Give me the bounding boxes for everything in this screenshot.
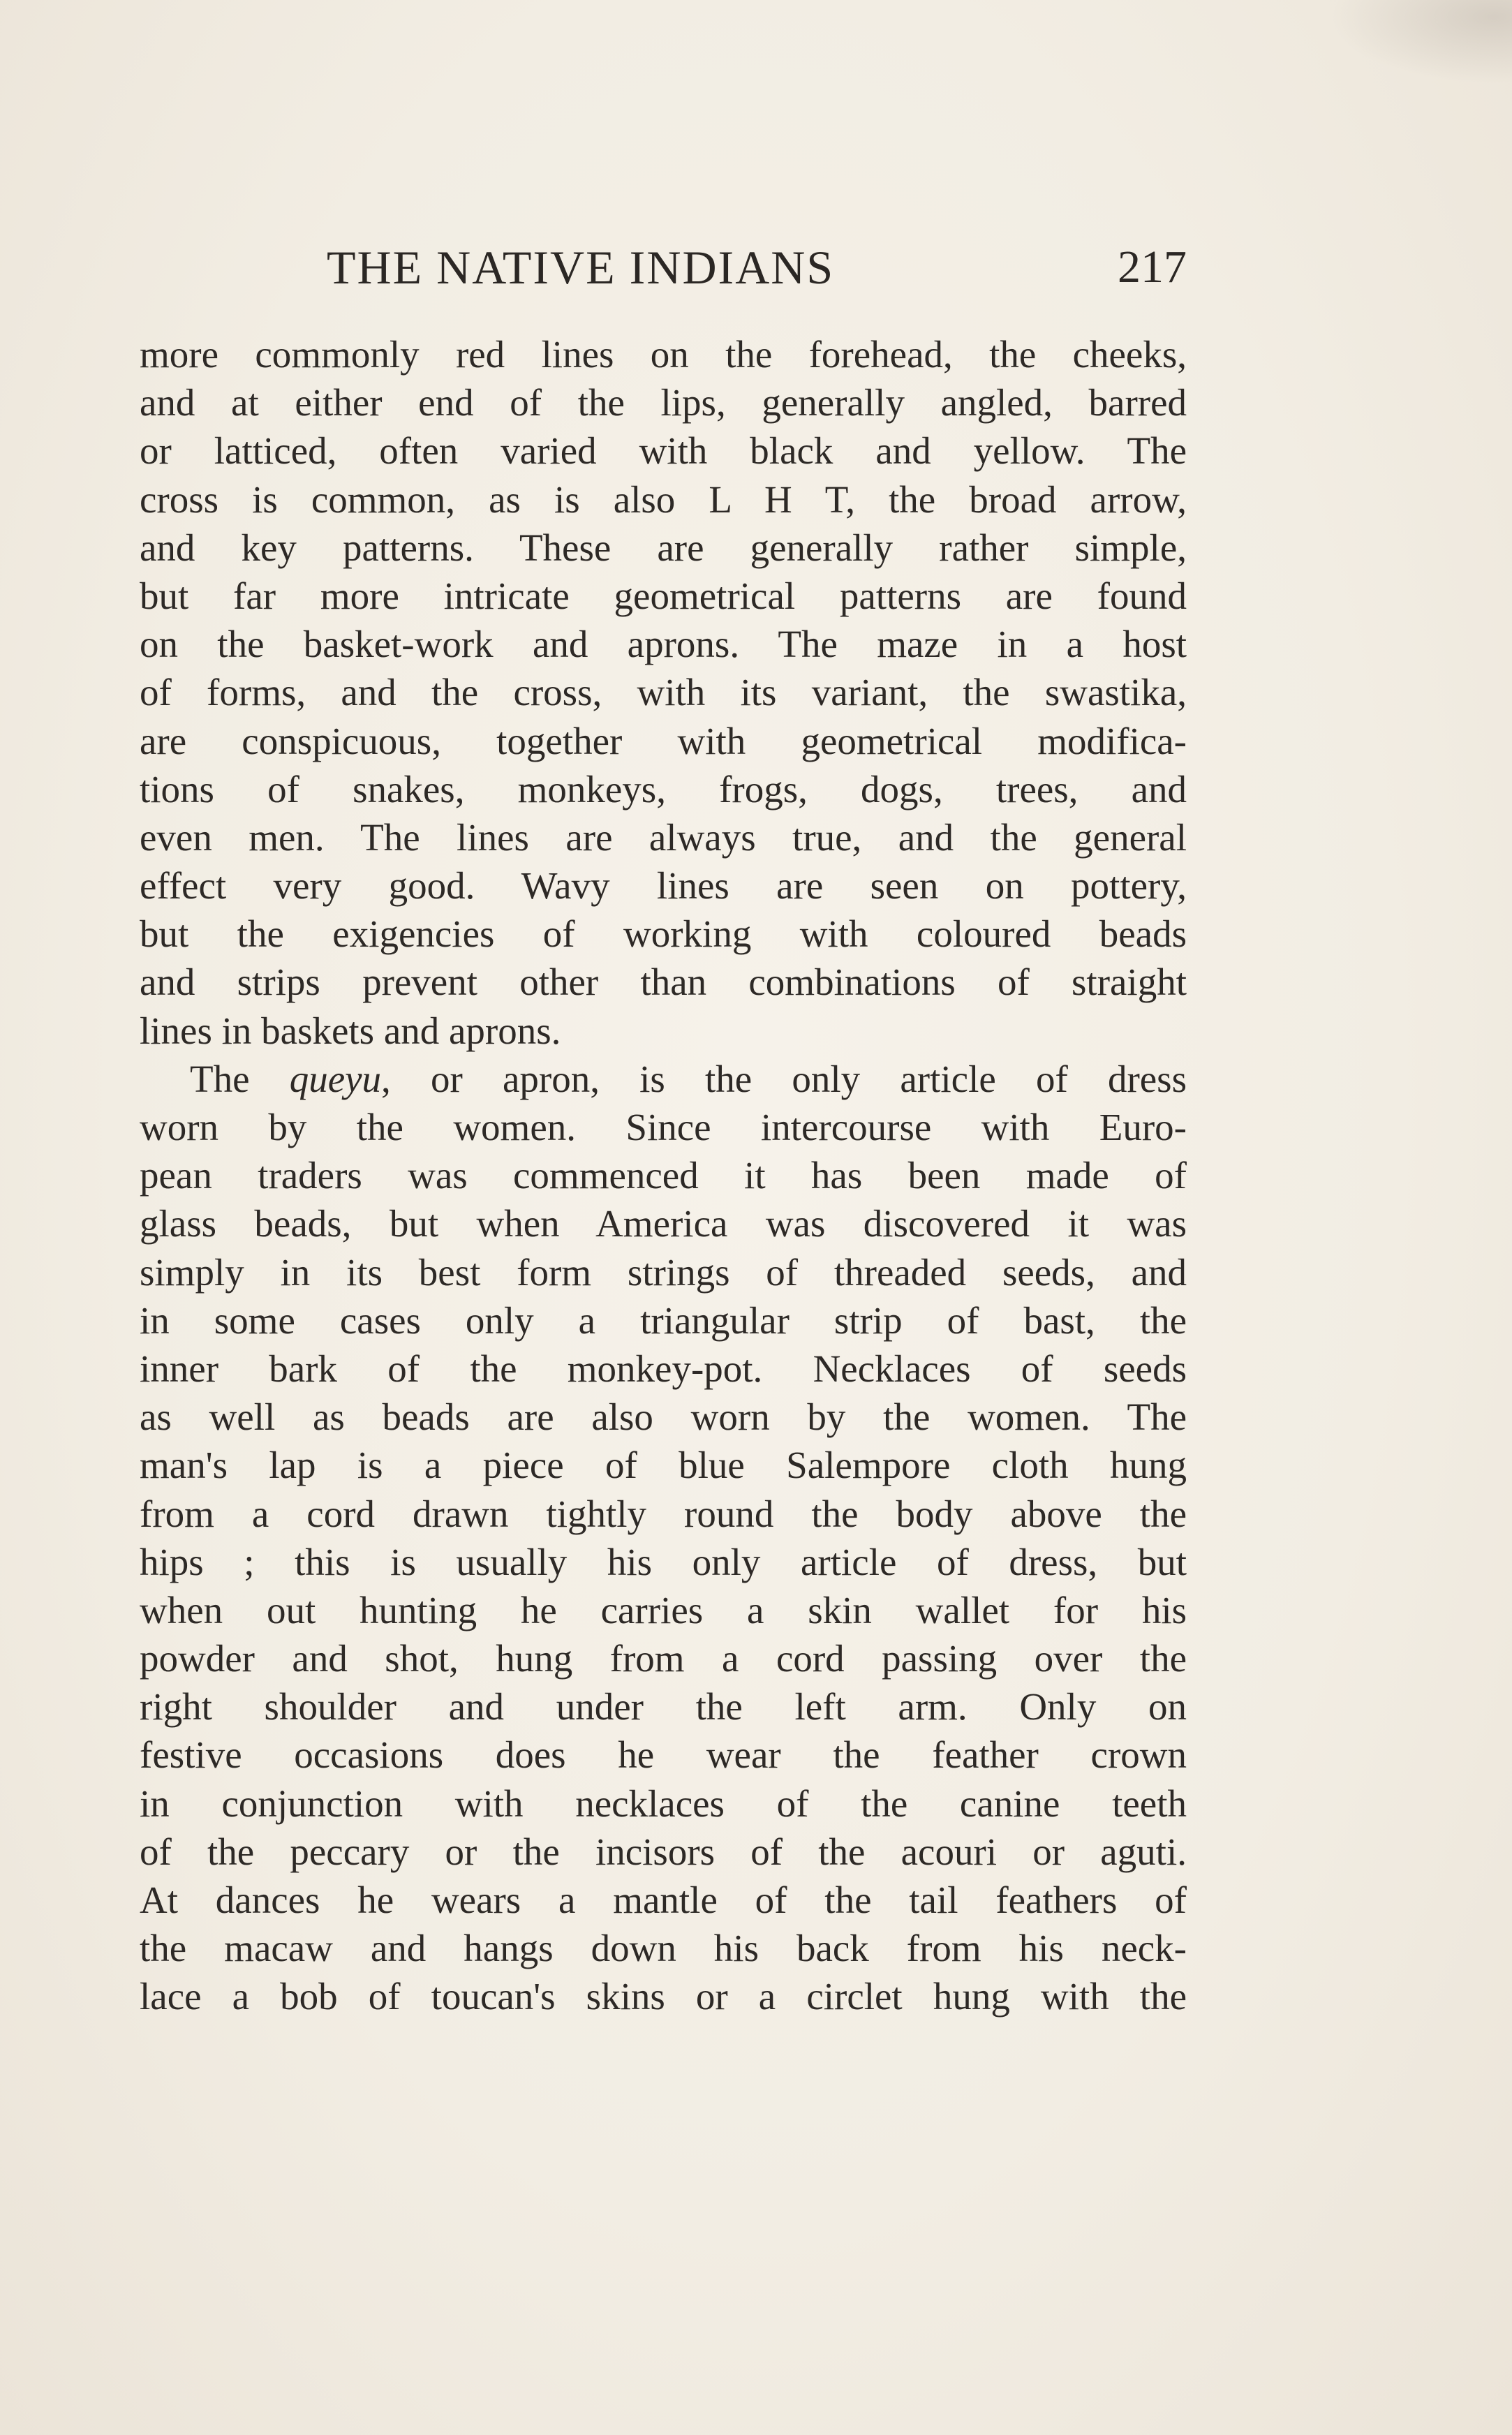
text-line: tions of snakes, monkeys, frogs, dogs, trees, and xyxy=(140,767,1187,811)
text-line: glass beads, but when America was discovered it was xyxy=(140,1202,1187,1245)
text-line: and strips prevent other than combinations of straight xyxy=(140,961,1187,1004)
text-line: more commonly red lines on the forehead, the cheeks, xyxy=(140,333,1187,376)
text-line: when out hunting he carries a skin wallet for his xyxy=(140,1588,1187,1631)
paragraph-end-line: lines in baskets and aprons. xyxy=(140,1009,561,1052)
text-line: and key patterns. These are generally rather simple, xyxy=(140,526,1187,569)
text-run: , or apron, is the only article of dress xyxy=(381,1057,1187,1100)
text-line: festive occasions does he wear the feather crown xyxy=(140,1733,1187,1777)
text-line: lace a bob of toucan's skins or a circlet hung with the xyxy=(140,1975,1187,2018)
text-line: effect very good. Wavy lines are seen on pottery, xyxy=(140,864,1187,908)
running-title: THE NATIVE INDIANS xyxy=(327,241,835,294)
text-line: and at either end of the lips, generally angled, barred xyxy=(140,381,1187,424)
page-header xyxy=(140,236,1187,299)
text-line: of forms, and the cross, with its variant, the swastika, xyxy=(140,671,1187,714)
paragraph-start-line xyxy=(140,1055,1187,1103)
page-number: 217 xyxy=(1118,242,1187,293)
text-line: worn by the women. Since intercourse with Euro- xyxy=(140,1106,1187,1148)
text-line: of the peccary or the incisors of the acouri or aguti. xyxy=(140,1830,1187,1873)
text-line: are conspicuous, together with geometrical modifica- xyxy=(140,719,1187,762)
text-line: or latticed, often varied with black and yellow. The xyxy=(140,429,1187,473)
body-text xyxy=(140,330,1187,2021)
text-line: right shoulder and under the left arm. Only on xyxy=(140,1685,1187,1729)
text-run: The xyxy=(190,1057,290,1100)
text-line: At dances he wears a mantle of the tail feathers of xyxy=(140,1879,1187,1921)
text-line: from a cord drawn tightly round the body above the xyxy=(140,1492,1187,1535)
text-line: in some cases only a triangular strip of bast, the xyxy=(140,1298,1187,1342)
text-line: the macaw and hangs down his back from his neck- xyxy=(140,1927,1187,1970)
text-line: but far more intricate geometrical patterns are found xyxy=(140,574,1187,617)
italic-term: queyu xyxy=(289,1057,382,1100)
text-line: but the exigencies of working with coloured beads xyxy=(140,912,1187,956)
text-line: inner bark of the monkey-pot. Necklaces of seeds xyxy=(140,1347,1187,1390)
text-line: powder and shot, hung from a cord passing over the xyxy=(140,1637,1187,1680)
text-line: hips ; this is usually his only article of dress, but xyxy=(140,1540,1187,1583)
text-line: as well as beads are also worn by the women. The xyxy=(140,1396,1187,1439)
page-stain xyxy=(1331,0,1512,84)
text-line: even men. The lines are always true, and the general xyxy=(140,815,1187,859)
text-line: cross is common, as is also L H T, the broad arrow, xyxy=(140,478,1187,521)
text-line: on the basket-work and aprons. The maze in a host xyxy=(140,623,1187,666)
text-line: pean traders was commenced it has been made of xyxy=(140,1154,1187,1197)
text-line: man's lap is a piece of blue Salempore cloth hung xyxy=(140,1444,1187,1487)
text-line: simply in its best form strings of threaded seeds, and xyxy=(140,1250,1187,1294)
text-line: in conjunction with necklaces of the canine teeth xyxy=(140,1782,1187,1825)
